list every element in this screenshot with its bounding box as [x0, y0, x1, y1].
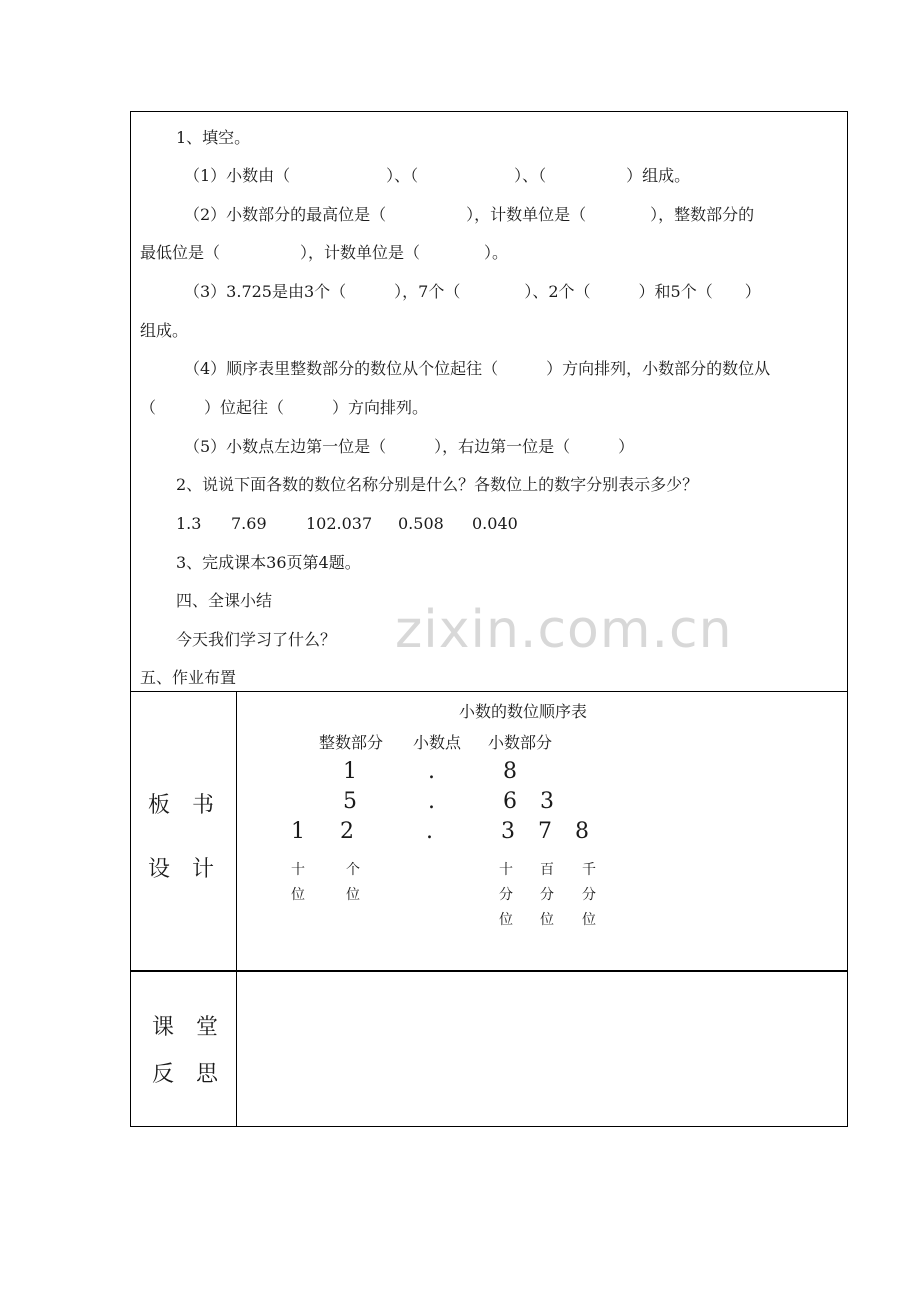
section2-title: 2、说说下面各数的数位名称分别是什么？各数位上的数字分别表示多少？	[176, 475, 699, 494]
place-thousandths-1: 千	[582, 862, 596, 878]
place-ones-1: 个	[346, 862, 360, 878]
digit-r3-ones: 2	[340, 819, 354, 844]
digit-r3-thousandths: 8	[575, 819, 589, 844]
section4-question: 今天我们学习了什么？	[176, 630, 337, 649]
place-hundredths-3: 位	[540, 912, 554, 928]
reflection-content-area	[238, 972, 846, 1126]
board-header-decimal: 小数部分	[488, 733, 553, 752]
table-divider-board	[130, 691, 848, 692]
question-2-line1: （2）小数部分的最高位是（ ），计数单位是（ ），整数部分的	[184, 205, 755, 224]
place-hundredths-2: 分	[540, 887, 554, 903]
table-column-divider	[236, 691, 237, 1127]
section3-title: 3、完成课本36页第4题。	[176, 553, 361, 572]
number-4: 0.508	[398, 514, 444, 533]
place-tenths-2: 分	[499, 887, 513, 903]
number-1: 1.3	[176, 514, 202, 533]
digit-r1-tenths: 8	[503, 759, 517, 784]
question-4-line1: （4）顺序表里整数部分的数位从个位起往（ ）方向排列，小数部分的数位从	[184, 359, 771, 378]
point-r1: .	[428, 759, 435, 784]
section5-title: 五、作业布置	[140, 668, 237, 687]
place-tenths-1: 十	[499, 862, 513, 878]
number-5: 0.040	[472, 514, 518, 533]
digit-r3-tens: 1	[291, 819, 305, 844]
place-thousandths-3: 位	[582, 912, 596, 928]
digit-r2-hundredths: 3	[540, 789, 554, 814]
reflection-label-line2: 反 思	[152, 1062, 219, 1087]
board-header-point: 小数点	[413, 733, 462, 752]
digit-r1-ones: 1	[343, 759, 357, 784]
place-tens-1: 十	[291, 862, 305, 878]
board-title: 小数的数位顺序表	[459, 702, 588, 721]
board-label-line1: 板 书	[148, 793, 215, 818]
digit-r3-tenths: 3	[501, 819, 515, 844]
question-4-line2: （ ）位起往（ ）方向排列。	[140, 398, 429, 417]
place-hundredths-1: 百	[540, 862, 554, 878]
question-3-line2: 组成。	[140, 321, 189, 340]
question-1: （1）小数由（ ）、（ ）、（ ）组成。	[184, 166, 691, 185]
digit-r3-hundredths: 7	[538, 819, 552, 844]
section4-title: 四、全课小结	[176, 591, 273, 610]
question-2-line2: 最低位是（ ），计数单位是（ ）。	[140, 243, 509, 262]
place-ones-2: 位	[346, 887, 360, 903]
digit-r2-ones: 5	[343, 789, 357, 814]
place-tens-2: 位	[291, 887, 305, 903]
number-3: 102.037	[306, 514, 373, 533]
watermark-visible: zixin.com.cn	[395, 600, 733, 660]
place-tenths-3: 位	[499, 912, 513, 928]
digit-r2-tenths: 6	[503, 789, 517, 814]
section1-title: 1、填空。	[176, 128, 251, 147]
board-header-integer: 整数部分	[319, 733, 384, 752]
board-label-line2: 设 计	[148, 857, 215, 882]
question-3-line1: （3）3.725是由3个（ ），7个（ ）、2个（ ）和5个（ ）	[184, 282, 761, 301]
point-r2: .	[428, 789, 435, 814]
point-r3: .	[426, 819, 433, 844]
place-thousandths-2: 分	[582, 887, 596, 903]
question-5: （5）小数点左边第一位是（ ），右边第一位是（ ）	[184, 437, 635, 456]
number-2: 7.69	[231, 514, 267, 533]
reflection-label-line1: 课 堂	[152, 1015, 219, 1040]
